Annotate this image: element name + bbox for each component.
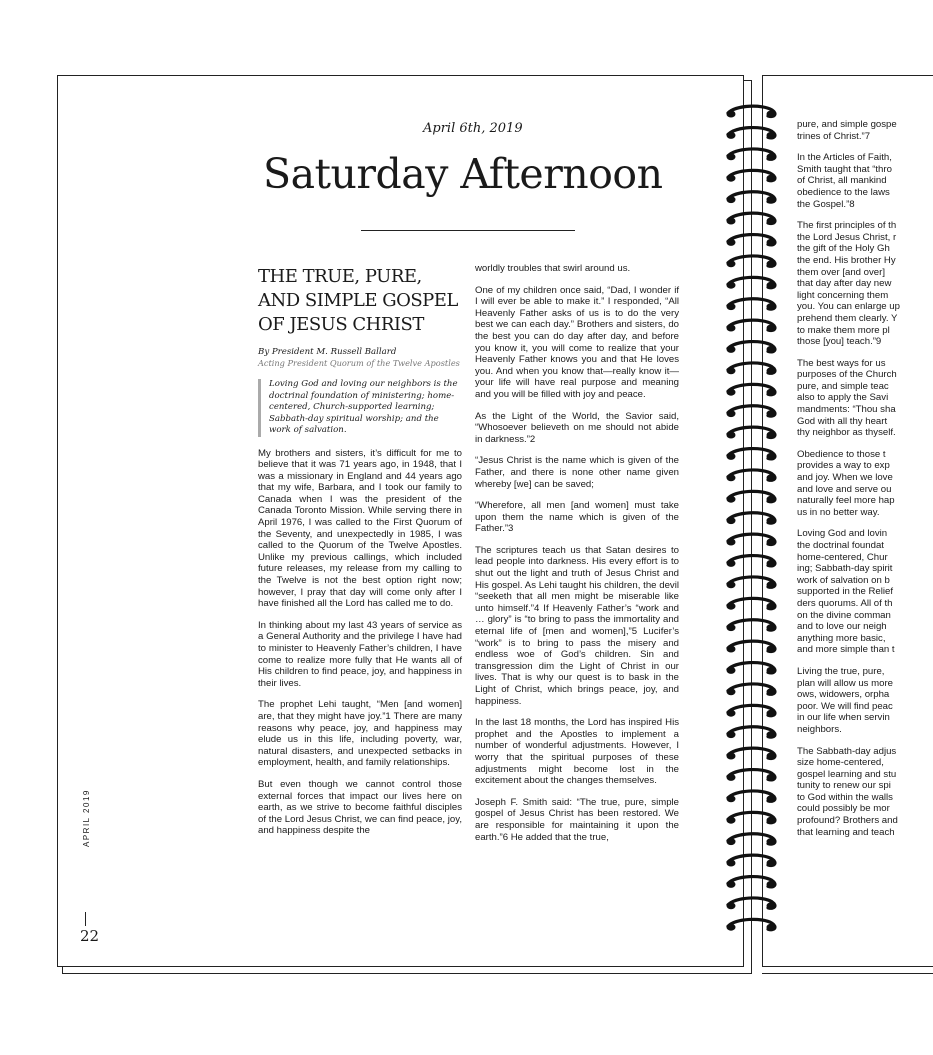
spiral-binding (722, 104, 782, 944)
text-line: the gift of the Holy Gh (797, 243, 890, 255)
text-line: supported in the Relief (797, 586, 893, 598)
text-line: Living the true, pure, (797, 665, 885, 677)
body-paragraph: Joseph F. Smith said: “The true, pure, simple gospel of Jesus Christ has been restored. We are responsible for maintaining it upon the earth.”6 He added that the true, (475, 796, 679, 843)
binding-ring (727, 663, 776, 674)
binding-ring (727, 556, 776, 567)
body-paragraph: The prophet Lehi taught, “Men [and women] are, that they might have joy.”1 There are many reasons why peace, joy, and happiness may elude us in this life, including poverty, war, natural disasters, and unexpected setbacks in employment, health, and family relationships. (258, 699, 462, 769)
text-line: the Lord Jesus Christ, r (797, 231, 897, 243)
body-paragraph (797, 449, 933, 519)
text-line: provides a way to exp (797, 460, 890, 472)
body-paragraph: worldly troubles that swirl around us. (475, 263, 631, 274)
body-paragraph: As the Light of the World, the Savior said, “Whosoever believeth on me should not abide in darkness.”2 (475, 410, 679, 445)
text-line: Smith taught that “thro (797, 163, 892, 175)
text-line: naturally feel more hap (797, 495, 895, 507)
binding-ring (727, 877, 776, 888)
page-date: April 6th, 2019 (423, 121, 523, 136)
issue-month: APRIL 2019 (82, 789, 91, 847)
footer-divider (85, 912, 86, 926)
body-paragraph (797, 119, 933, 142)
title-divider (361, 230, 575, 231)
binding-ring (727, 235, 776, 246)
text-line: tunity to renew our spi (797, 780, 891, 792)
binding-ring (727, 855, 776, 866)
text-line: trines of Christ.”7 (797, 130, 871, 142)
binding-ring (727, 106, 776, 117)
body-paragraph: In thinking about my last 43 years of service as a General Authority and the privilege I have had to minister to Heavenly Father’s children, I have come to realize more fully that He wants all of His children to find peace, joy, and happiness in their lives. (258, 619, 462, 689)
binding-ring (727, 406, 776, 417)
text-line: on the divine comman (797, 609, 891, 621)
text-line: pure, and simple teac (797, 380, 889, 392)
binding-ring (727, 534, 776, 545)
body-paragraph: My brothers and sisters, it’s difficult for me to believe that it was 71 years ago, in 1948, that I was a missionary in England and 44 years ago that my wife, Barbara, and I took our family to Canada when I was the president of the Canada Toronto Mission. While serving there in April 1976, I was called to the First Quorum of the Seventy, and unexpectedly in 1985, I was called to the Quorum of the Twelve Apostles. Unlike my previous callings, which included future releases, my release from my calling to the Twelve is not the best option right now; however, I pray that day will come only after I have finished all the Lord has called me to do. (258, 447, 462, 610)
text-line: size home-centered, (797, 757, 884, 769)
text-line: in our life when servin (797, 712, 890, 724)
binding-ring (727, 277, 776, 288)
author-role: Acting President Quorum of the Twelve Apostles (258, 358, 460, 368)
body-paragraph: In the last 18 months, the Lord has inspired His prophet and the Apostles to implement a number of wonderful adjustments. However, I worry that the spiritual purposes of these adjustments might become lost in the excitement about the changes themselves. (475, 717, 679, 787)
binding-ring (727, 748, 776, 759)
binding-ring (727, 491, 776, 502)
binding-ring (727, 128, 776, 139)
text-line: plan will allow us more (797, 677, 893, 689)
body-paragraph: But even though we cannot control those external forces that impact our lives here on earth, as we strive to become faithful disciples of the Lord Jesus Christ, we can find peace, joy, and happiness despite the (258, 778, 462, 837)
binding-ring (727, 641, 776, 652)
text-line: profound? Brothers and (797, 815, 898, 827)
body-paragraph (797, 666, 933, 736)
text-line: light concerning them (797, 289, 889, 301)
text-line: ders quorums. All of th (797, 597, 893, 609)
text-line: gospel learning and stu (797, 768, 897, 780)
text-line: ing; Sabbath-day spirit (797, 563, 893, 575)
text-line: and more simple than t (797, 644, 895, 656)
binding-ring (727, 363, 776, 374)
text-line: obedience to the laws (797, 186, 890, 198)
binding-ring (727, 427, 776, 438)
text-line: Loving God and lovin (797, 528, 888, 540)
text-line: mandments: “Thou sha (797, 404, 896, 416)
text-line: and joy. When we love (797, 472, 893, 484)
text-line: In the Articles of Faith, (797, 152, 892, 164)
article-title-line: OF JESUS CHRIST (258, 314, 424, 335)
binding-ring (727, 919, 776, 930)
binding-ring (727, 791, 776, 802)
text-line: that day after day new (797, 278, 892, 290)
text-line: neighbors. (797, 723, 842, 735)
text-line: you. You can enlarge up (797, 301, 900, 313)
text-line: anything more basic, (797, 632, 886, 644)
body-paragraph: The scriptures teach us that Satan desires to lead people into darkness. His every effort is to shut out the light and truth of Jesus Christ and His gospel. As Lehi taught his children, the devil “seeketh that all men might be miserable like unto himself.”4 If Heavenly Father’s “work and … glory” is “to bring to pass the immortality and eternal life of [men and women],”5 Lucifer’s “work” is to bring to pass the misery and endless woe of God’s children. Sin and transgression dim the Light of Christ in our lives. That is why our quest is to bask in the Light of Christ, which brings peace, joy, and happiness. (475, 544, 679, 707)
text-line: them over [and over] (797, 266, 885, 278)
body-paragraph (797, 746, 933, 839)
article-column-3-cropped (797, 119, 933, 848)
text-line: poor. We will find peac (797, 700, 893, 712)
text-line: home-centered, Chur (797, 551, 888, 563)
text-line: to God within the walls (797, 791, 893, 803)
article-title-line: AND SIMPLE GOSPEL (258, 290, 458, 311)
text-line: Obedience to those t (797, 448, 886, 460)
text-line: thy neighbor as thyself. (797, 427, 896, 439)
binding-ring (727, 213, 776, 224)
binding-ring (727, 705, 776, 716)
text-line: pure, and simple gospe (797, 119, 897, 130)
pull-quote: Loving God and loving our neighbors is the doctrinal foundation of ministering; home-centered, Church-supported learning; Sabbath-day spiritual worship; and the work of salvation. (258, 379, 462, 437)
text-line: that learning and teach (797, 826, 895, 838)
binding-ring (727, 770, 776, 781)
text-line: also to apply the Savi (797, 392, 889, 404)
binding-ring (727, 684, 776, 695)
page-number: 22 (80, 927, 100, 945)
body-paragraph (797, 528, 933, 656)
binding-ring (727, 598, 776, 609)
text-line: The best ways for us (797, 357, 886, 369)
binding-ring (727, 898, 776, 909)
body-paragraph: “Jesus Christ is the name which is given of the Father, and there is none other name given whereby [we] can be saved; (475, 455, 679, 490)
body-paragraph (797, 358, 933, 439)
binding-ring (727, 449, 776, 460)
binding-ring (727, 834, 776, 845)
binding-ring (727, 192, 776, 203)
author-byline: By President M. Russell Ballard (258, 347, 397, 357)
binding-ring (727, 256, 776, 267)
binding-ring (727, 299, 776, 310)
text-line: to make them more pl (797, 324, 890, 336)
binding-ring (727, 149, 776, 160)
binding-ring (727, 513, 776, 524)
text-line: the Gospel.”8 (797, 198, 855, 210)
text-line: the doctrinal foundat (797, 540, 884, 551)
binding-ring (727, 320, 776, 331)
binding-ring (727, 577, 776, 588)
article-title-line: THE TRUE, PURE, (258, 266, 422, 287)
body-paragraph: One of my children once said, “Dad, I wonder if I will ever be able to make it.” I responded, “All Heavenly Father asks of us is to do the very best we can each day.” Brothers and sisters, do the best you can do day after day, and before you know it, you will come to realize that your Heavenly Father knows you and that He loves you. And when you know that—really know it—your life will have real purpose and meaning and you will be filled with joy and peace. (475, 284, 679, 400)
binding-ring (727, 470, 776, 481)
binding-ring (727, 384, 776, 395)
article-column-1 (258, 265, 462, 847)
text-line: prehend them clearly. Y (797, 312, 898, 324)
text-line: us in no better way. (797, 506, 880, 518)
text-line: the end. His brother Hy (797, 254, 896, 266)
text-line: The first principles of th (797, 220, 897, 232)
text-line: of Christ, all mankind (797, 175, 887, 187)
text-line: purposes of the Church (797, 369, 897, 381)
page-title: Saturday Afternoon (263, 150, 663, 198)
text-line: God with all thy heart (797, 415, 888, 427)
text-line: could possibly be mor (797, 803, 890, 815)
binding-ring (727, 342, 776, 353)
binding-ring (727, 170, 776, 181)
text-line: those [you] teach.”9 (797, 336, 882, 348)
body-paragraph: “Wherefore, all men [and women] must take upon them the name which is given of the Father.”3 (475, 500, 679, 535)
binding-ring (727, 727, 776, 738)
article-column-2 (475, 263, 679, 853)
text-line: and love and serve ou (797, 483, 892, 495)
text-line: The Sabbath-day adjus (797, 745, 897, 757)
body-paragraph (797, 152, 933, 210)
article-title (258, 265, 462, 337)
binding-ring (727, 812, 776, 823)
text-line: ows, widowers, orpha (797, 689, 890, 701)
text-line: and to love our neigh (797, 621, 887, 633)
body-paragraph (797, 220, 933, 348)
binding-ring (727, 620, 776, 631)
text-line: work of salvation on b (797, 574, 890, 586)
